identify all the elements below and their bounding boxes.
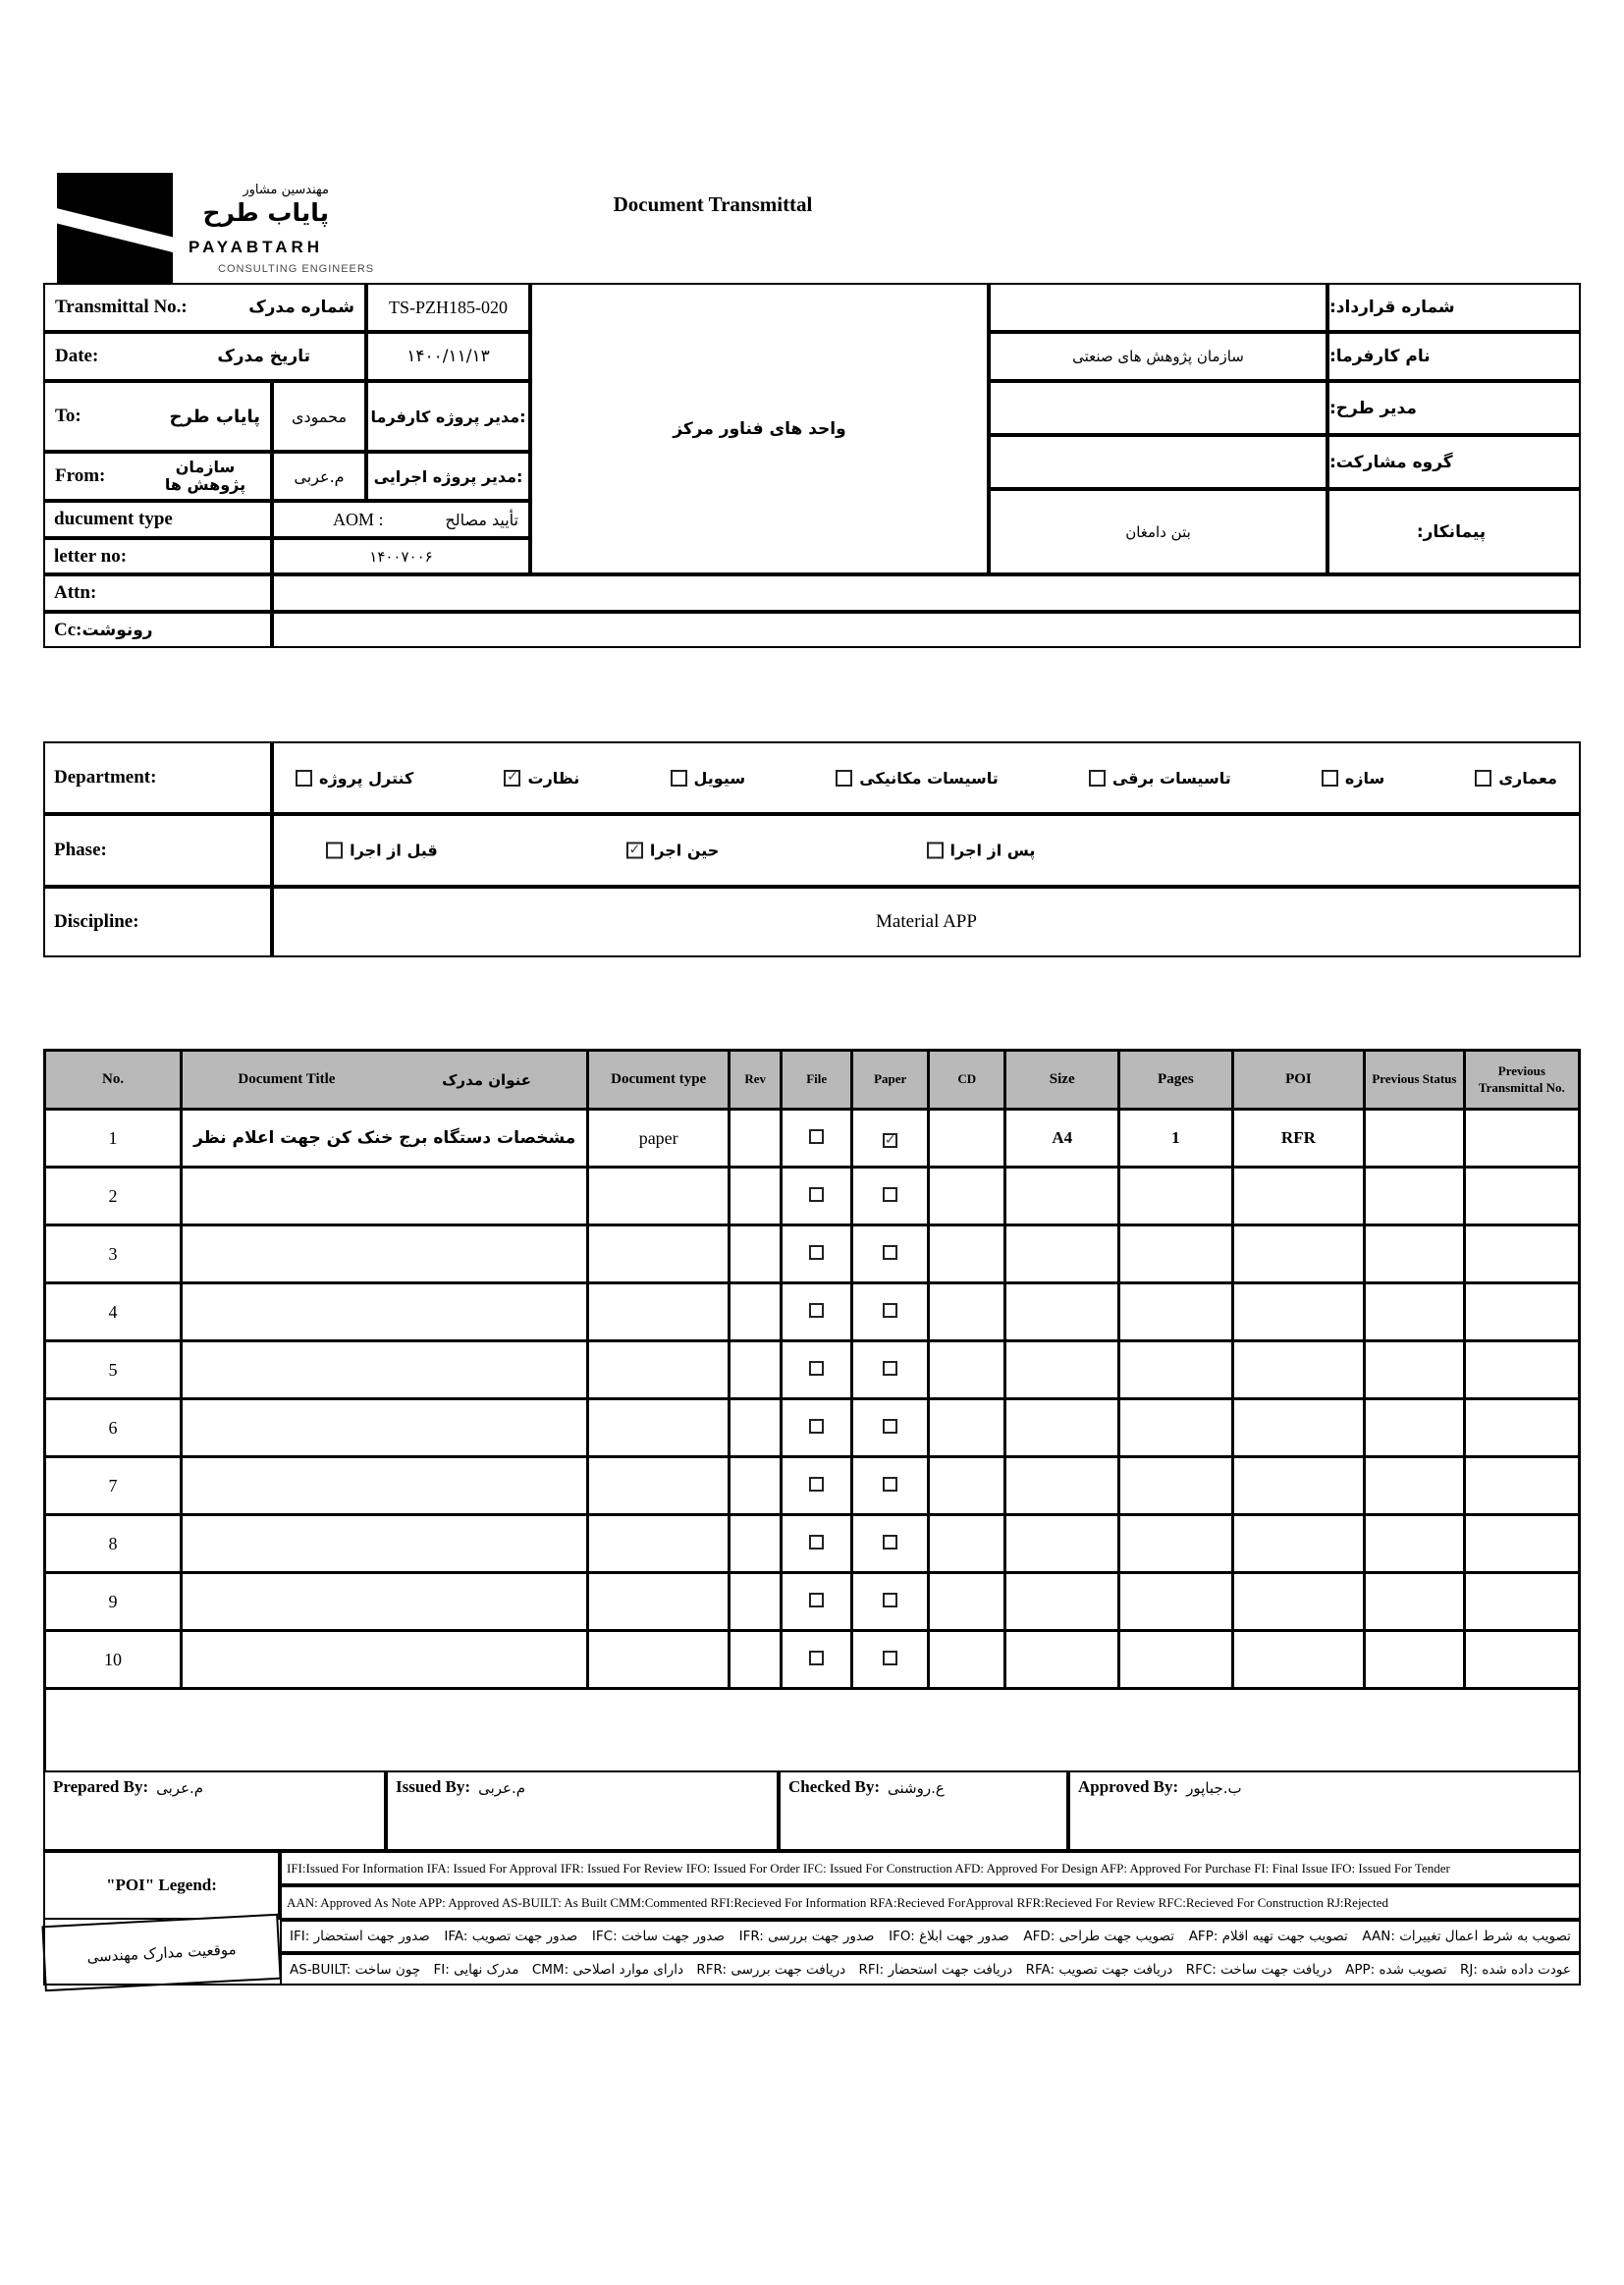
- document-type-cell: [588, 1457, 730, 1515]
- issued-by-name: م.عربی: [478, 1779, 526, 1797]
- col-header-cd: CD: [929, 1051, 1005, 1110]
- department-option-label: نظارت: [527, 768, 580, 788]
- document-title-cell: [182, 1399, 588, 1457]
- col-header-title-fa: عنوان مدرک: [442, 1070, 531, 1089]
- department-option-label: کنترل پروژه: [319, 768, 414, 788]
- transmittal-no-label-fa: شماره مدرک: [248, 298, 354, 317]
- document-type-cell: [588, 1341, 730, 1399]
- file-cell: [782, 1168, 852, 1225]
- row-number-cell: 7: [45, 1457, 182, 1515]
- document-type-cell: [588, 1573, 730, 1631]
- checked-by-cell: [779, 1770, 1068, 1851]
- pages-cell: [1119, 1573, 1233, 1631]
- col-header-doc-type: Document type: [588, 1051, 730, 1110]
- file-checkbox[interactable]: [809, 1651, 824, 1665]
- legend-entry: CMM: دارای موارد اصلاحی: [531, 1961, 683, 1978]
- size-cell: [1005, 1283, 1119, 1341]
- project-manager-label: مدیر طرح:: [1327, 381, 1581, 435]
- phase-checked-checkbox[interactable]: ✓: [626, 843, 643, 859]
- paper-checkbox[interactable]: [883, 1651, 897, 1665]
- poi-cell: [1232, 1631, 1364, 1689]
- department-option: [1089, 769, 1231, 788]
- page-title: Document Transmittal: [613, 192, 813, 216]
- col-header-paper: Paper: [852, 1051, 929, 1110]
- phase-option-label: حین اجرا: [649, 841, 720, 860]
- contractor-label: پیمانکار:: [1327, 489, 1581, 574]
- rev-cell: [730, 1457, 782, 1515]
- phase-label: Phase:: [54, 840, 107, 860]
- cd-cell: [929, 1225, 1005, 1283]
- legend-entry: RFA: دریافت جهت تصویب: [1025, 1961, 1173, 1978]
- department-option-label: تاسیسات مکانیکی: [859, 768, 999, 788]
- document-title-cell: [182, 1283, 588, 1341]
- row-number-cell: 4: [45, 1283, 182, 1341]
- approved-by-cell: [1068, 1770, 1581, 1851]
- paper-cell: [852, 1631, 929, 1689]
- date-label-en: Date:: [55, 346, 99, 366]
- legend-entry: AFD: تصویب جهت طراحی: [1023, 1929, 1175, 1944]
- cd-cell: [929, 1283, 1005, 1341]
- issued-by-cell: [386, 1770, 779, 1851]
- department-label: Department:: [54, 767, 157, 788]
- table-row: [45, 1515, 1580, 1573]
- pages-cell: [1119, 1225, 1233, 1283]
- legend-entry: AAN: تصویب به شرط اعمال تغییرات: [1362, 1929, 1571, 1944]
- department-checked-checkbox[interactable]: ✓: [504, 770, 520, 787]
- doc-table-header-row: [45, 1051, 1580, 1110]
- paper-checkbox[interactable]: [883, 1477, 897, 1492]
- attn-value-cell[interactable]: [272, 574, 1581, 612]
- table-row: [45, 1168, 1580, 1225]
- issued-by-label: Issued By:: [396, 1777, 471, 1796]
- phase-option-label: قبل از اجرا: [350, 841, 438, 860]
- paper-cell: [852, 1457, 929, 1515]
- cd-cell: [929, 1168, 1005, 1225]
- department-option: [1322, 769, 1384, 788]
- rev-cell: [730, 1283, 782, 1341]
- rev-cell: [730, 1110, 782, 1168]
- rev-cell: [730, 1341, 782, 1399]
- previous-status-cell: [1365, 1631, 1465, 1689]
- contractor-value: بتن دامغان: [989, 489, 1327, 574]
- legend-entry: APP: تصویب شده: [1345, 1961, 1447, 1978]
- size-cell: [1005, 1631, 1119, 1689]
- poi-legend-en-line1: IFI:Issued For Information IFA: Issued For Approval IFR: Issued For Review IFO: Issued For Order IFC: Issued For Construction AFD: Approved For Design AFP: Approved For Purchase FI: Final Issue IFO: Issued For Tender: [280, 1851, 1581, 1885]
- legend-entry: RFR: دریافت جهت بررسی: [696, 1961, 846, 1978]
- size-cell: [1005, 1225, 1119, 1283]
- previous-status-cell: [1365, 1341, 1465, 1399]
- size-cell: [1005, 1399, 1119, 1457]
- paper-checkbox[interactable]: [883, 1303, 897, 1318]
- col-header-poi: POI: [1232, 1051, 1364, 1110]
- approved-by-label: Approved By:: [1078, 1777, 1179, 1796]
- size-cell: [1005, 1168, 1119, 1225]
- poi-cell: [1232, 1168, 1364, 1225]
- previous-transmittal-cell: [1464, 1225, 1579, 1283]
- table-row: [45, 1573, 1580, 1631]
- cc-label-cell: [43, 612, 272, 648]
- paper-cell: [852, 1399, 929, 1457]
- department-checkbox[interactable]: [296, 770, 312, 787]
- legend-entry: AS-BUILT: چون ساخت: [290, 1961, 421, 1978]
- pages-cell: [1119, 1168, 1233, 1225]
- document-list-table: [43, 1049, 1581, 1809]
- attn-label-cell: [43, 574, 272, 612]
- cd-cell: [929, 1110, 1005, 1168]
- poi-cell: [1232, 1283, 1364, 1341]
- legend-entry: RFC: دریافت جهت ساخت: [1185, 1961, 1332, 1978]
- transmittal-no-label-en: Transmittal No.:: [55, 297, 188, 317]
- rev-cell: [730, 1515, 782, 1573]
- previous-transmittal-cell: [1464, 1168, 1579, 1225]
- document-type-cell: [588, 1283, 730, 1341]
- phase-option: [927, 842, 1036, 860]
- document-type-value-cell: [272, 501, 530, 538]
- paper-cell: [852, 1225, 929, 1283]
- rev-cell: [730, 1631, 782, 1689]
- file-cell: [782, 1283, 852, 1341]
- poi-cell: [1232, 1573, 1364, 1631]
- department-option-label: سیویل: [693, 768, 746, 788]
- paper-cell: [852, 1515, 929, 1573]
- from-contact-name: م.عربی: [272, 452, 366, 501]
- pages-cell: [1119, 1341, 1233, 1399]
- previous-transmittal-cell: [1464, 1341, 1579, 1399]
- pages-cell: [1119, 1631, 1233, 1689]
- logo-en-tagline: CONSULTING ENGINEERS: [218, 263, 375, 275]
- discipline-label: Discipline:: [54, 911, 139, 932]
- col-header-file: File: [782, 1051, 852, 1110]
- row-number-cell: 8: [45, 1515, 182, 1573]
- document-title-cell: [182, 1225, 588, 1283]
- previous-status-cell: [1365, 1110, 1465, 1168]
- phase-option: [626, 842, 719, 860]
- cd-cell: [929, 1457, 1005, 1515]
- from-cell: [43, 452, 272, 501]
- client-name-label: نام کارفرما:: [1327, 332, 1581, 381]
- date-label-cell: [43, 332, 366, 381]
- from-value: سازمان پژوهش ها: [164, 457, 246, 494]
- legend-entry: IFC: صدور جهت ساخت: [591, 1929, 725, 1944]
- poi-legend-label: "POI" Legend:: [43, 1851, 280, 1920]
- poi-cell: RFR: [1232, 1110, 1364, 1168]
- phase-option: [326, 842, 438, 860]
- document-type-cell: [588, 1168, 730, 1225]
- contract-no-value-cell[interactable]: [989, 283, 1327, 332]
- table-row: [45, 1341, 1580, 1399]
- document-type-value-fa: تأیید مصالح: [445, 510, 518, 529]
- col-header-prev-transmittal: Previous Transmittal No.: [1464, 1051, 1579, 1110]
- row-number-cell: 3: [45, 1225, 182, 1283]
- rev-cell: [730, 1573, 782, 1631]
- discipline-label-cell: [43, 887, 272, 957]
- col-header-no: No.: [45, 1051, 182, 1110]
- transmittal-no-value: TS-PZH185-020: [366, 283, 530, 332]
- document-type-cell: paper: [588, 1110, 730, 1168]
- cc-label-fa: رونوشت: [81, 620, 153, 640]
- cc-value-cell[interactable]: [272, 612, 1581, 648]
- document-title-cell: [182, 1457, 588, 1515]
- previous-transmittal-cell: [1464, 1399, 1579, 1457]
- to-contact-name: محمودی: [272, 381, 366, 452]
- department-checkbox[interactable]: [836, 770, 852, 787]
- file-cell: [782, 1515, 852, 1573]
- paper-cell: [852, 1341, 929, 1399]
- jv-group-value-cell[interactable]: [989, 435, 1327, 489]
- col-header-title-en: Document Title: [238, 1071, 336, 1087]
- checked-by-name: ع.روشنی: [888, 1779, 945, 1797]
- pages-cell: 1: [1119, 1110, 1233, 1168]
- department-option: [836, 769, 998, 788]
- previous-status-cell: [1365, 1283, 1465, 1341]
- col-header-size: Size: [1005, 1051, 1119, 1110]
- file-cell: [782, 1399, 852, 1457]
- pages-cell: [1119, 1399, 1233, 1457]
- paper-checkbox[interactable]: [883, 1245, 897, 1260]
- paper-cell: [852, 1283, 929, 1341]
- table-row: [45, 1631, 1580, 1689]
- poi-cell: [1232, 1457, 1364, 1515]
- file-cell: [782, 1631, 852, 1689]
- prepared-by-cell: [43, 1770, 386, 1851]
- rev-cell: [730, 1225, 782, 1283]
- rev-cell: [730, 1168, 782, 1225]
- client-name-value: سازمان پژوهش های صنعتی: [989, 332, 1327, 381]
- legend-entry: RFI: دریافت جهت استحضار: [858, 1961, 1013, 1978]
- to-cell: [43, 381, 272, 452]
- table-row: [45, 1399, 1580, 1457]
- department-checkbox[interactable]: [1322, 770, 1338, 787]
- previous-transmittal-cell: [1464, 1515, 1579, 1573]
- pages-cell: [1119, 1283, 1233, 1341]
- paper-checkbox[interactable]: [883, 1593, 897, 1607]
- company-logo: [57, 173, 173, 285]
- document-type-cell: [588, 1399, 730, 1457]
- row-number-cell: 9: [45, 1573, 182, 1631]
- previous-transmittal-cell: [1464, 1110, 1579, 1168]
- document-type-cell: [588, 1631, 730, 1689]
- col-header-pages: Pages: [1119, 1051, 1233, 1110]
- poi-cell: [1232, 1341, 1364, 1399]
- file-cell: [782, 1573, 852, 1631]
- transmittal-no-label-cell: [43, 283, 366, 332]
- department-option: [1475, 769, 1557, 788]
- document-title-cell: [182, 1573, 588, 1631]
- rev-cell: [730, 1399, 782, 1457]
- file-checkbox[interactable]: [809, 1303, 824, 1318]
- contract-no-label: شماره قرارداد:: [1327, 283, 1581, 332]
- previous-transmittal-cell: [1464, 1573, 1579, 1631]
- fa-legend-label: موقعیت مدارک مهندسی: [41, 1914, 281, 1992]
- from-role-label: مدیر پروژه اجرایی:: [366, 452, 530, 501]
- letter-no-label-cell: [43, 538, 272, 574]
- date-label-fa: تاریخ مدرک: [217, 347, 310, 366]
- phase-option-label: پس از اجرا: [949, 841, 1036, 860]
- phase-options-row: [272, 814, 1581, 887]
- cc-label-en: Cc:: [54, 619, 82, 640]
- to-label: To:: [55, 406, 81, 426]
- paper-cell: [852, 1168, 929, 1225]
- pages-cell: [1119, 1457, 1233, 1515]
- department-label-cell: [43, 741, 272, 814]
- col-header-rev: Rev: [730, 1051, 782, 1110]
- department-checkbox[interactable]: [671, 770, 687, 787]
- size-cell: A4: [1005, 1110, 1119, 1168]
- file-checkbox[interactable]: [809, 1419, 824, 1434]
- table-row: [45, 1283, 1580, 1341]
- paper-checked-checkbox[interactable]: ✓: [884, 1132, 896, 1148]
- fa-legend-line2: [280, 1953, 1581, 1986]
- paper-checkbox[interactable]: [883, 1535, 897, 1550]
- legend-entry: FI: مدرک نهایی: [433, 1961, 519, 1978]
- row-number-cell: 1: [45, 1110, 182, 1168]
- cd-cell: [929, 1631, 1005, 1689]
- legend-entry: IFI: صدور جهت استحضار: [290, 1929, 430, 1944]
- document-type-value-en: AOM :: [333, 509, 384, 529]
- attn-label: Attn:: [54, 582, 97, 603]
- legend-entry: IFA: صدور جهت تصویب: [444, 1929, 578, 1944]
- file-checkbox[interactable]: [809, 1361, 824, 1376]
- logo-fa-tagline: مهندسین مشاور: [243, 183, 329, 197]
- col-header-prev-status: Previous Status: [1365, 1051, 1465, 1110]
- department-checkbox[interactable]: [1475, 770, 1491, 787]
- file-cell: [782, 1225, 852, 1283]
- poi-cell: [1232, 1515, 1364, 1573]
- from-label: From:: [55, 465, 106, 486]
- department-option-label: معماری: [1498, 768, 1557, 788]
- letter-no-value: ۱۴۰۰۷۰۰۶: [272, 538, 530, 574]
- phase-checkbox[interactable]: [326, 843, 343, 859]
- poi-cell: [1232, 1399, 1364, 1457]
- paper-cell: [852, 1573, 929, 1631]
- file-checkbox[interactable]: [809, 1187, 824, 1202]
- document-title-cell: [182, 1515, 588, 1573]
- approved-by-name: ب.جباپور: [1186, 1779, 1242, 1797]
- document-type-cell: [588, 1515, 730, 1573]
- document-type-label-cell: [43, 501, 272, 538]
- file-checkbox[interactable]: [809, 1245, 824, 1260]
- logo-fa-name: پایاب طرح: [202, 198, 329, 227]
- paper-checkbox[interactable]: [883, 1419, 897, 1434]
- table-row: [45, 1457, 1580, 1515]
- discipline-value: Material APP: [272, 887, 1581, 957]
- file-checkbox[interactable]: [809, 1129, 824, 1144]
- previous-status-cell: [1365, 1573, 1465, 1631]
- file-cell: [782, 1110, 852, 1168]
- row-number-cell: 2: [45, 1168, 182, 1225]
- legend-entry: IFR: صدور جهت بررسی: [738, 1929, 875, 1944]
- department-option: [296, 769, 413, 788]
- department-option-label: سازه: [1344, 768, 1385, 788]
- document-title-cell: [182, 1168, 588, 1225]
- document-title-cell: [182, 1631, 588, 1689]
- to-role-label: مدیر پروژه کارفرما:: [366, 381, 530, 452]
- paper-cell: [852, 1110, 929, 1168]
- cd-cell: [929, 1515, 1005, 1573]
- phase-label-cell: [43, 814, 272, 887]
- legend-entry: RJ: عودت داده شده: [1460, 1961, 1571, 1978]
- department-option-label: تاسیسات برقی: [1111, 768, 1231, 788]
- row-number-cell: 10: [45, 1631, 182, 1689]
- row-number-cell: 5: [45, 1341, 182, 1399]
- pages-cell: [1119, 1515, 1233, 1573]
- department-option: [504, 769, 579, 788]
- file-cell: [782, 1341, 852, 1399]
- file-cell: [782, 1457, 852, 1515]
- previous-status-cell: [1365, 1515, 1465, 1573]
- file-checkbox[interactable]: [809, 1593, 824, 1607]
- cd-cell: [929, 1399, 1005, 1457]
- poi-legend-en-line2: AAN: Approved As Note APP: Approved AS-BUILT: As Built CMM:Commented RFI:Recieved For Information RFA:Recieved ForApproval RFR:Recieved For Review RFC:Recieved For Construction RJ:Rejected: [280, 1885, 1581, 1920]
- document-title-cell: [182, 1341, 588, 1399]
- cd-cell: [929, 1573, 1005, 1631]
- size-cell: [1005, 1515, 1119, 1573]
- date-value: ۱۴۰۰/۱۱/۱۳: [366, 332, 530, 381]
- previous-transmittal-cell: [1464, 1457, 1579, 1515]
- paper-checkbox[interactable]: [883, 1361, 897, 1376]
- previous-transmittal-cell: [1464, 1631, 1579, 1689]
- department-option: [671, 769, 746, 788]
- previous-status-cell: [1365, 1225, 1465, 1283]
- prepared-by-name: م.عربی: [156, 1779, 204, 1797]
- size-cell: [1005, 1341, 1119, 1399]
- document-title-cell: مشخصات دستگاه برج خنک کن جهت اعلام نظر: [182, 1110, 588, 1168]
- fa-legend-line1: [280, 1920, 1581, 1953]
- previous-status-cell: [1365, 1399, 1465, 1457]
- table-row: [45, 1225, 1580, 1283]
- file-checkbox[interactable]: [809, 1477, 824, 1492]
- file-checkbox[interactable]: [809, 1535, 824, 1550]
- center-note: واحد های فناور مرکز: [530, 283, 989, 574]
- phase-checkbox[interactable]: [927, 843, 944, 859]
- logo-en-name: PAYABTARH: [189, 238, 324, 256]
- previous-status-cell: [1365, 1168, 1465, 1225]
- size-cell: [1005, 1457, 1119, 1515]
- department-checkbox[interactable]: [1089, 770, 1106, 787]
- document-type-label: ducument type: [54, 509, 173, 529]
- checked-by-label: Checked By:: [788, 1777, 881, 1796]
- department-options-row: [272, 741, 1581, 814]
- previous-transmittal-cell: [1464, 1283, 1579, 1341]
- logo-swoosh-icon: [57, 206, 173, 256]
- size-cell: [1005, 1573, 1119, 1631]
- prepared-by-label: Prepared By:: [53, 1777, 149, 1796]
- legend-entry: AFP: تصویب جهت تهیه اقلام: [1188, 1929, 1348, 1944]
- doc-table-body: [45, 1110, 1580, 1808]
- legend-entry: IFO: صدور جهت ابلاغ: [889, 1929, 1009, 1944]
- paper-checkbox[interactable]: [883, 1187, 897, 1202]
- project-manager-value-cell[interactable]: [989, 381, 1327, 435]
- to-value: پایاب طرح: [169, 406, 260, 427]
- table-row: [45, 1110, 1580, 1168]
- jv-group-label: گروه مشارکت:: [1327, 435, 1581, 489]
- previous-status-cell: [1365, 1457, 1465, 1515]
- row-number-cell: 6: [45, 1399, 182, 1457]
- poi-cell: [1232, 1225, 1364, 1283]
- col-header-title: [182, 1051, 588, 1110]
- letter-no-label: letter no:: [54, 545, 128, 567]
- document-type-cell: [588, 1225, 730, 1283]
- cd-cell: [929, 1341, 1005, 1399]
